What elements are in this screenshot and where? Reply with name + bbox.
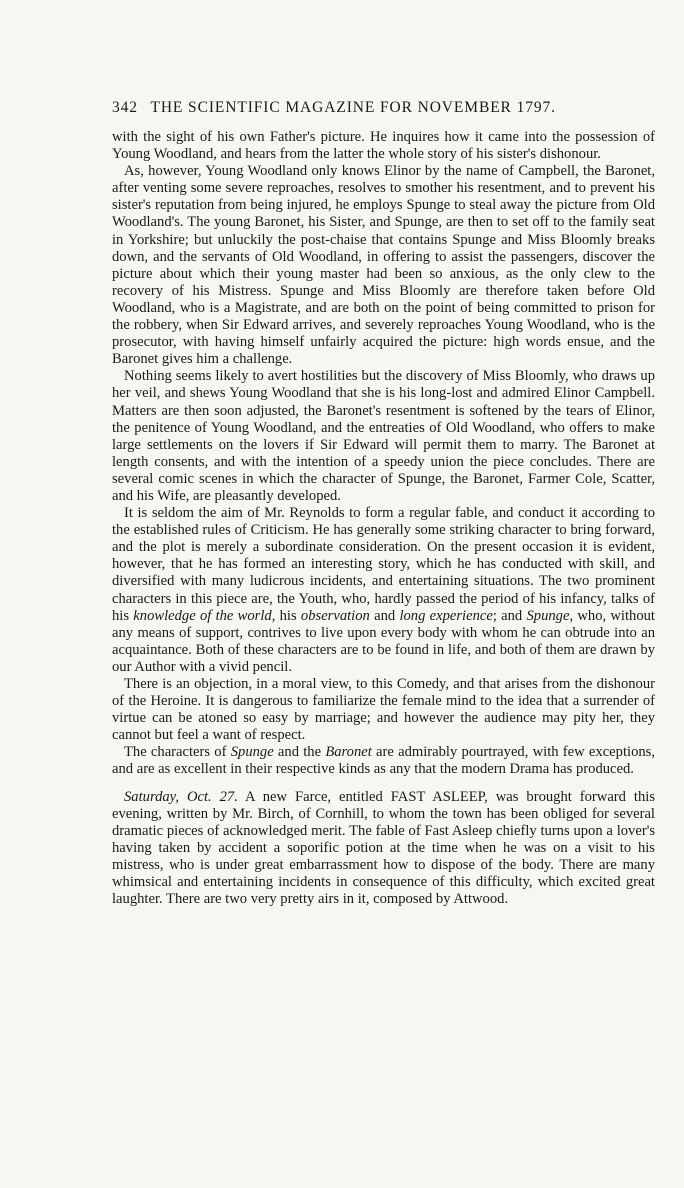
text-run: and	[369, 607, 400, 624]
paragraph	[112, 744, 655, 778]
italic-run: Baronet	[325, 744, 372, 761]
text-run: are admirably pourtrayed, with few exceptions, and are as excellent in their respective kinds as any that the modern Drama has produced.	[112, 744, 655, 778]
article-body	[112, 129, 655, 908]
text-run: There is an objection, in a moral view, to this Comedy, and that arises from the dishonour of the Heroine. It is dangerous to familiarize the female mind to the idea that a surrender of virtue can be atoned so easy by marriage; and however the audience may pity her, they cannot but feel a want of respect.	[112, 676, 655, 744]
text-run: , his	[271, 607, 301, 624]
text-run: ; and	[492, 607, 527, 624]
running-title: THE SCIENTIFIC MAGAZINE FOR NOVEMBER 1797.	[150, 99, 556, 116]
text-run: The characters of	[124, 744, 231, 761]
paragraph	[112, 505, 655, 676]
text-run: with the sight of his own Father's picture. He inquires how it came into the possession of Young Woodland, and hears from the latter the whole story of his sister's dishonour.	[112, 129, 655, 163]
paragraph	[112, 789, 655, 909]
text-run: A new Farce, entitled FAST ASLEEP, was brought forward this evening, written by Mr. Birch, of Cornhill, to whom the town has been obliged for several dramatic pieces of acknowledged merit. The fable of Fast Asleep chiefly turns upon a lover's having taken by accident a soporific potion at the time when he was on a visit to his mistress, who is under great embarrassment how to dispose of the body. There are many whimsical and entertaining incidents in consequence of this difficulty, which excited great laughter. There are two very pretty airs in it, composed by Attwood.	[112, 788, 656, 908]
text-run: , who, without any means of support, contrives to live upon every body with whom he can obtrude into an acquaintance. Both of these characters are to be found in life, and both of them are drawn by our Author with a vivid pencil.	[112, 607, 655, 675]
running-header	[112, 98, 655, 118]
text-run: Nothing seems likely to avert hostilities but the discovery of Miss Bloomly, who draws up her veil, and shews Young Woodland that she is his long-lost and admired Elinor Campbell. Matters are then soon adjusted, the Baronet's resentment is softened by the tears of Elinor, the penitence of Young Woodland, and the entreaties of Old Woodland, who offers to make large settlements on the lovers if Sir Edward will permit them to marry. The Baronet at length consents, and with the intention of a speedy union the piece concludes. There are several comic scenes in which the character of Spunge, the Baronet, Farmer Cole, Scatter, and his Wife, are pleasantly developed.	[112, 368, 655, 504]
paragraph	[112, 163, 655, 368]
italic-run: long experience	[399, 607, 493, 624]
text-run: As, however, Young Woodland only knows Elinor by the name of Campbell, the Baronet, after venting some severe reproaches, resolves to smother his resentment, and to prevent his sister's reputation from being injured, he employs Spunge to steal away the picture from Old Woodland's. The young Baronet, his Sister, and Spunge, are then to set off to the family seat in Yorkshire; but unluckily the post-chaise that contains Spunge and Miss Bloomly breaks down, and the servants of Old Woodland, in offering to assist the passengers, discover the picture about which their young master had been so anxious, as the only clew to the recovery of his Mistress. Spunge and Miss Bloomly are therefore taken before Old Woodland, who is a Magistrate, and are both on the point of being committed to prison for the robbery, when Sir Edward arrives, and severely reproaches Young Woodland, who is the prosecutor, with having himself unfairly acquired the picture: high words ensue, and the Baronet gives him a challenge.	[112, 163, 655, 368]
paragraph	[112, 368, 655, 505]
text-run: It is seldom the aim of Mr. Reynolds to form a regular fable, and conduct it according to the established rules of Criticism. He has generally some striking character to bring forward, and the plot is merely a subordinate consideration. On the present occasion it is evident, however, that he has formed an interesting story, which he has conducted with skill, and diversified with many ludicrous incidents, and entertaining situations. The two prominent characters in this piece are, the Youth, who, hardly passed the period of his infancy, talks of his	[112, 505, 655, 624]
italic-run: observation	[300, 607, 370, 624]
italic-run: Spunge	[230, 744, 274, 761]
italic-run: Spunge	[526, 607, 570, 624]
paragraph	[112, 676, 655, 744]
text-run: and the	[273, 744, 326, 761]
italic-run: knowledge of the world	[133, 607, 272, 624]
magazine-page	[112, 98, 655, 908]
page-number: 342	[112, 99, 138, 116]
paragraph	[112, 129, 655, 163]
italic-run: Saturday, Oct. 27.	[124, 788, 238, 805]
